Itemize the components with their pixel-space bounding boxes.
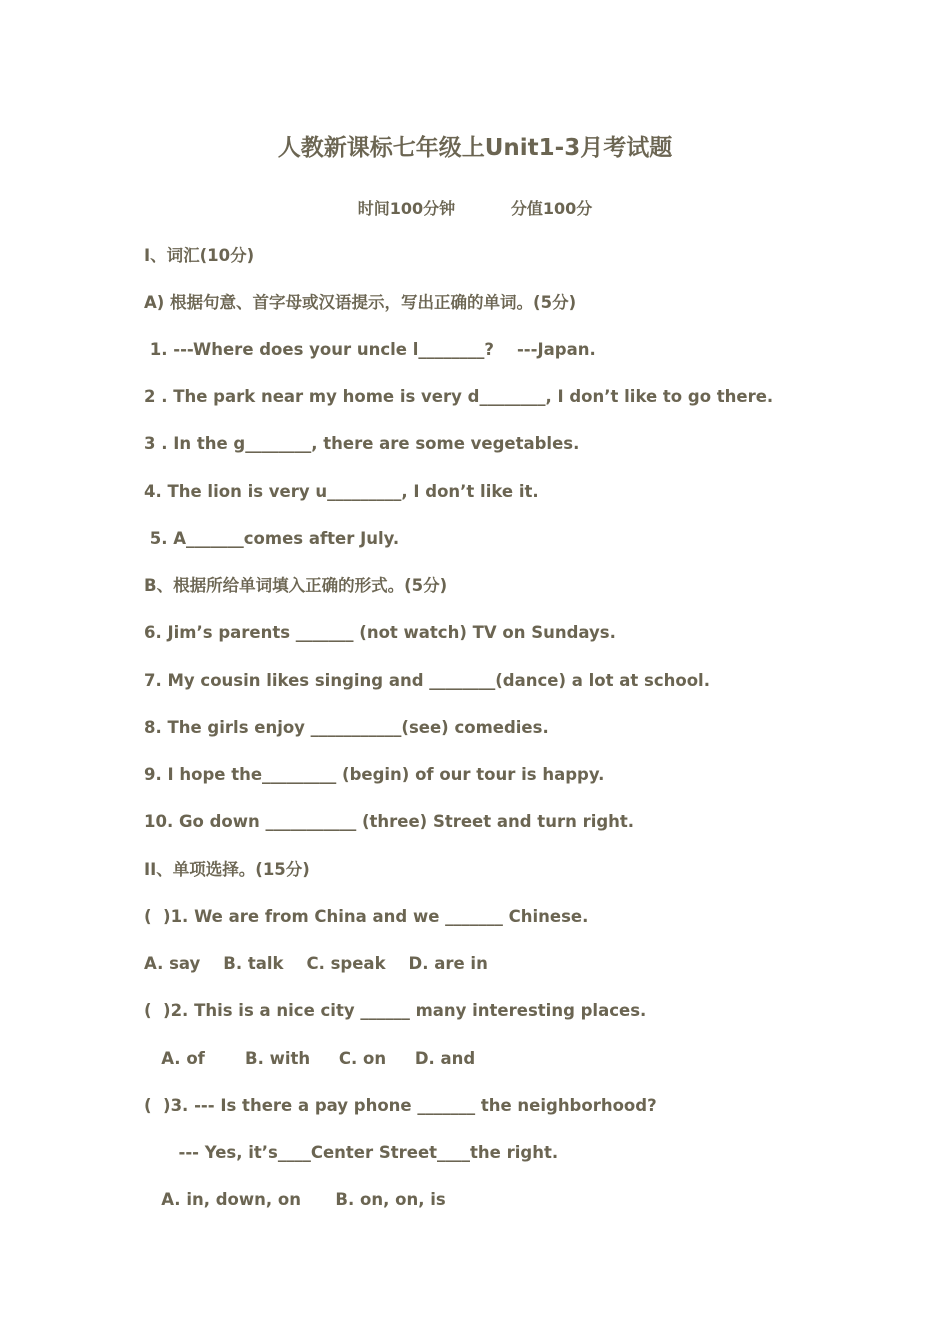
exam-title: 人教新课标七年级上Unit1-3月考试题 (277, 135, 673, 161)
section-heading-multiple-choice: II、单项选择。(15分) (144, 860, 310, 879)
answer-options-line: A. of B. with C. on D. and (144, 1049, 476, 1068)
question-line: 4. The lion is very u_________, I don’t like it. (144, 482, 539, 501)
question-line: ( )2. This is a nice city ______ many interesting places. (144, 1001, 647, 1020)
question-line: 5. A_______comes after July. (144, 529, 400, 548)
question-line: 10. Go down ___________ (three) Street and turn right. (144, 812, 635, 831)
question-line: --- Yes, it’s____Center Street____the right. (144, 1143, 559, 1162)
answer-options-line: A. say B. talk C. speak D. are in (144, 954, 488, 973)
question-line: ( )3. --- Is there a pay phone _______ the neighborhood? (144, 1096, 657, 1115)
answer-options-line: A. in, down, on B. on, on, is (144, 1190, 446, 1209)
subsection-heading-a: A) 根据句意、首字母或汉语提示，写出正确的单词。(5分) (144, 293, 577, 312)
question-line: 8. The girls enjoy ___________(see) comedies. (144, 718, 549, 737)
section-heading-vocabulary: I、词汇(10分) (144, 246, 255, 265)
question-line: 3 . In the g________, there are some vegetables. (144, 434, 580, 453)
question-line: ( )1. We are from China and we _______ Chinese. (144, 907, 589, 926)
subsection-heading-b: B、根据所给单词填入正确的形式。(5分) (144, 576, 448, 595)
question-line: 1. ---Where does your uncle l________? ---Japan. (144, 340, 596, 359)
exam-time-and-score: 时间100分钟 分值100分 (357, 199, 593, 218)
question-line: 6. Jim’s parents _______ (not watch) TV on Sundays. (144, 623, 616, 642)
question-line: 2 . The park near my home is very d________, I don’t like to go there. (144, 387, 774, 406)
question-line: 7. My cousin likes singing and ________(dance) a lot at school. (144, 671, 710, 690)
question-line: 9. I hope the_________ (begin) of our tour is happy. (144, 765, 605, 784)
